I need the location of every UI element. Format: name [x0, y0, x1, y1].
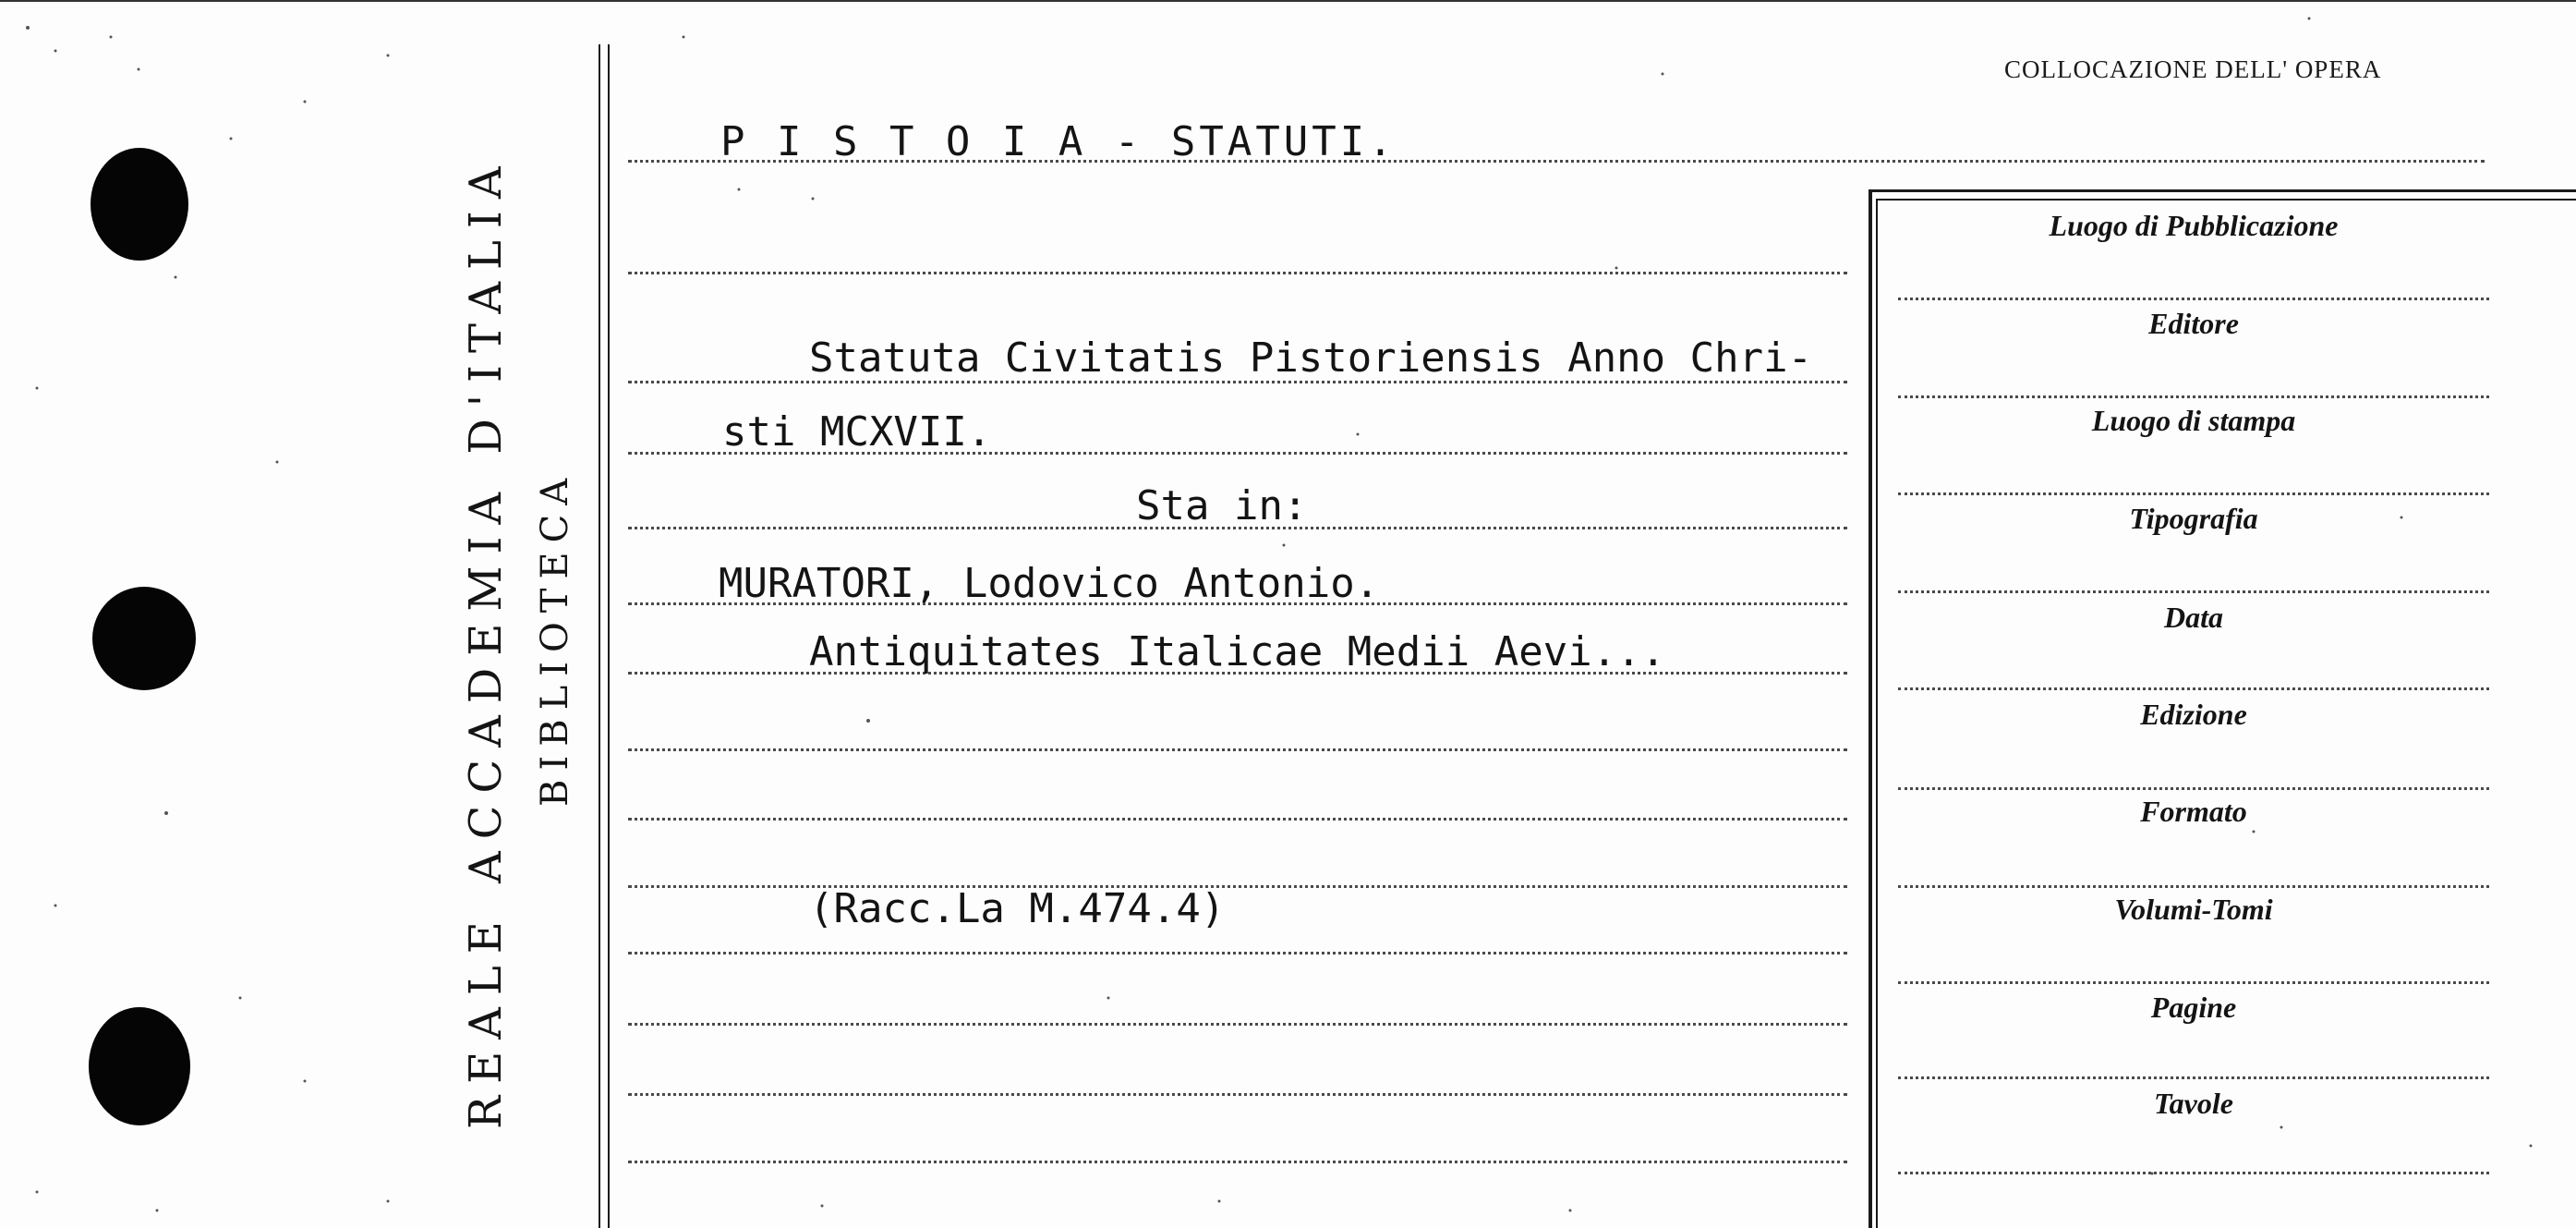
work-title: Antiquitates Italicae Medii Aevi... [809, 628, 1666, 675]
field-rule [1898, 687, 2489, 690]
binding-hole-middle [92, 587, 196, 690]
margin-rule-outer [599, 44, 600, 1228]
field-formato: Formato [2140, 795, 2247, 828]
dotted-rule [628, 748, 1847, 751]
field-volumi-tomi: Volumi-Tomi [2114, 893, 2273, 926]
field-rule [1898, 492, 2489, 495]
field-rule [1898, 1076, 2489, 1079]
dotted-rule [628, 1161, 1847, 1163]
field-tavole: Tavole [2154, 1087, 2233, 1120]
field-rule [1898, 787, 2489, 790]
field-rule [1898, 1172, 2489, 1174]
binding-hole-top [91, 148, 188, 261]
panel-border-top-inner [1876, 199, 2576, 201]
margin-rule-inner [608, 44, 610, 1228]
field-rule [1898, 395, 2489, 398]
dotted-rule [628, 1023, 1847, 1026]
field-rule [1898, 885, 2489, 888]
binding-hole-bottom [89, 1007, 190, 1125]
panel-border-top [1869, 189, 2576, 192]
field-luogo-stampa: Luogo di stampa [2091, 404, 2296, 437]
dotted-rule [628, 272, 1847, 274]
dotted-rule [628, 818, 1847, 821]
collocation-label: COLLOCAZIONE DELL' OPERA [2004, 55, 2382, 83]
dotted-rule [628, 1093, 1847, 1096]
subject-heading: P I S T O I A - STATUTI. [720, 118, 1397, 165]
field-tipografia: Tipografia [2129, 502, 2258, 535]
field-luogo-pubblicazione: Luogo di Pubblicazione [2049, 209, 2339, 242]
field-rule [1898, 590, 2489, 593]
dotted-rule [628, 952, 1847, 954]
title-line-1: Statuta Civitatis Pistoriensis Anno Chri- [809, 334, 1813, 382]
field-edizione: Edizione [2140, 698, 2247, 731]
field-editore: Editore [2148, 307, 2239, 340]
panel-border-left [1869, 189, 1872, 1228]
title-line-2: sti MCXVII. [722, 408, 992, 456]
author-line: MURATORI, Lodovico Antonio. [719, 560, 1380, 607]
shelfmark: (Racc.La M.474.4) [809, 885, 1226, 932]
field-pagine: Pagine [2150, 991, 2237, 1024]
institution-name: REALE ACCADEMIA D'ITALIA [460, 154, 512, 1129]
sta-in-label: Sta in: [1136, 482, 1308, 529]
field-rule [1898, 981, 2489, 984]
library-name: BIBLIOTECA [534, 468, 576, 807]
field-rule [1898, 298, 2489, 300]
panel-border-left-inner [1876, 199, 1878, 1228]
field-data: Data [2164, 601, 2223, 634]
